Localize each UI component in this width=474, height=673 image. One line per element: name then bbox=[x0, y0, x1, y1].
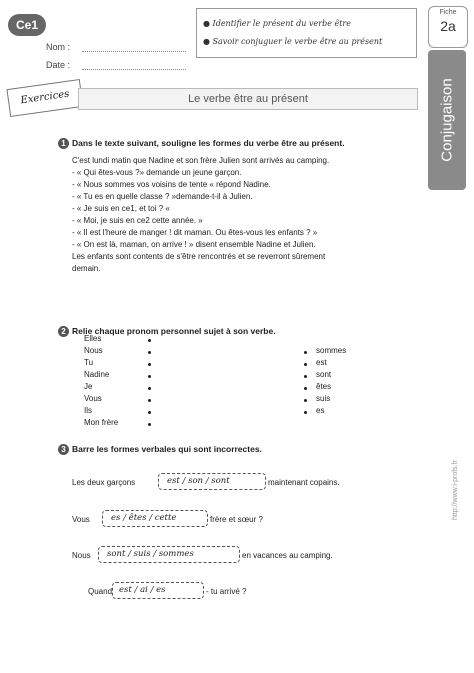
pronoun-dot[interactable] bbox=[148, 351, 151, 354]
pronoun-label: Ils bbox=[84, 406, 92, 415]
sentence-end: maintenant copains. bbox=[268, 478, 340, 487]
pronoun-label: Vous bbox=[84, 394, 102, 403]
fiche-number: 2a bbox=[440, 18, 456, 34]
sentence-end: - tu arrivé ? bbox=[206, 587, 247, 596]
verb-options: es / êtes / cette bbox=[111, 513, 177, 523]
date-label: Date : bbox=[46, 60, 71, 70]
pronoun-label: Mon frère bbox=[84, 418, 119, 427]
level-badge: Ce1 bbox=[8, 14, 46, 36]
sentence-start: Vous bbox=[72, 515, 90, 524]
exercise-3-instruction: Barre les formes verbales qui sont incorrectes. bbox=[72, 444, 262, 454]
watermark: http://www.i-profs.fr bbox=[452, 460, 459, 520]
pronoun-dot[interactable] bbox=[148, 423, 151, 426]
fiche-label: Fiche bbox=[439, 9, 457, 16]
verb-label: sont bbox=[316, 370, 332, 379]
text-line: - « Tu es en quelle classe ? »demande-t-il à Julien. bbox=[72, 192, 253, 201]
pronoun-label: Nous bbox=[84, 346, 103, 355]
verb-label: suis bbox=[316, 394, 331, 403]
pronoun-dot[interactable] bbox=[148, 399, 151, 402]
verb-dot[interactable] bbox=[304, 375, 307, 378]
pronoun-label: Elles bbox=[84, 334, 102, 343]
verb-label: es bbox=[316, 406, 325, 415]
date-line[interactable] bbox=[82, 60, 186, 70]
options-box[interactable] bbox=[98, 546, 240, 563]
text-line: - « Nous sommes vos voisins de tente « répond Nadine. bbox=[72, 180, 271, 189]
verb-label: est bbox=[316, 358, 327, 367]
exercise-2-instruction: Relie chaque pronom personnel sujet à son verbe. bbox=[72, 326, 276, 336]
sentence-start: Les deux garçons bbox=[72, 478, 136, 487]
sentence-start: Quand bbox=[88, 587, 113, 596]
verb-dot[interactable] bbox=[304, 411, 307, 414]
objectives-box bbox=[196, 8, 417, 58]
pronoun-dot[interactable] bbox=[148, 363, 151, 366]
exercise-1-number: 1 bbox=[58, 138, 69, 149]
verb-options: est / ai / es bbox=[119, 585, 166, 595]
text-line: - « Moi, je suis en ce2 cette année. » bbox=[72, 216, 203, 225]
verb-dot[interactable] bbox=[304, 351, 307, 354]
text-line: - « On est là, maman, on arrive ! » disent ensemble Nadine et Julien. bbox=[72, 240, 316, 249]
name-line[interactable] bbox=[82, 42, 186, 52]
verb-label: sommes bbox=[316, 346, 347, 355]
sentence-end: frère et sœur ? bbox=[210, 515, 263, 524]
pronoun-dot[interactable] bbox=[148, 411, 151, 414]
options-box[interactable] bbox=[112, 582, 204, 599]
options-box[interactable] bbox=[102, 510, 208, 527]
verb-dot[interactable] bbox=[304, 363, 307, 366]
exercise-2-number: 2 bbox=[58, 326, 69, 337]
exercise-1-instruction: Dans le texte suivant, souligne les formes du verbe être au présent. bbox=[72, 138, 345, 148]
name-label: Nom : bbox=[46, 42, 71, 52]
fiche-tag bbox=[428, 6, 468, 48]
options-box[interactable] bbox=[158, 473, 266, 490]
subject-tab bbox=[428, 50, 466, 190]
text-line: - « Il est l'heure de manger ! dit maman. Ou êtes-vous les enfants ? » bbox=[72, 228, 318, 237]
text-line: C'est lundi matin que Nadine et son frère Julien sont arrivés au camping. bbox=[72, 156, 330, 165]
verb-options: est / son / sont bbox=[167, 476, 230, 486]
page-title: Le verbe être au présent bbox=[78, 88, 418, 110]
verb-dot[interactable] bbox=[304, 387, 307, 390]
sentence-end: en vacances au camping. bbox=[242, 551, 333, 560]
text-line: Les enfants sont contents de s'être rencontrés et se reverront sûrement bbox=[72, 252, 326, 261]
subject-label: Conjugaison bbox=[438, 78, 456, 162]
verb-label: êtes bbox=[316, 382, 332, 391]
pronoun-dot[interactable] bbox=[148, 387, 151, 390]
verb-dot[interactable] bbox=[304, 399, 307, 402]
verb-options: sont / suis / sommes bbox=[107, 549, 194, 559]
pronoun-dot[interactable] bbox=[148, 375, 151, 378]
exercices-label: Exercices bbox=[6, 79, 83, 117]
text-line: - « Qui êtes-vous ?» demande un jeune garçon. bbox=[72, 168, 242, 177]
sentence-start: Nous bbox=[72, 551, 91, 560]
text-line: demain. bbox=[72, 264, 101, 273]
objective-2: ● Savoir conjuguer le verbe être au présent bbox=[203, 37, 383, 46]
text-line: - « Je suis en ce1, et toi ? « bbox=[72, 204, 170, 213]
pronoun-label: Nadine bbox=[84, 370, 110, 379]
pronoun-label: Je bbox=[84, 382, 93, 391]
pronoun-dot[interactable] bbox=[148, 339, 151, 342]
exercise-3-number: 3 bbox=[58, 444, 69, 455]
pronoun-label: Tu bbox=[84, 358, 94, 367]
objective-1: ● Identifier le présent du verbe être bbox=[203, 19, 351, 28]
